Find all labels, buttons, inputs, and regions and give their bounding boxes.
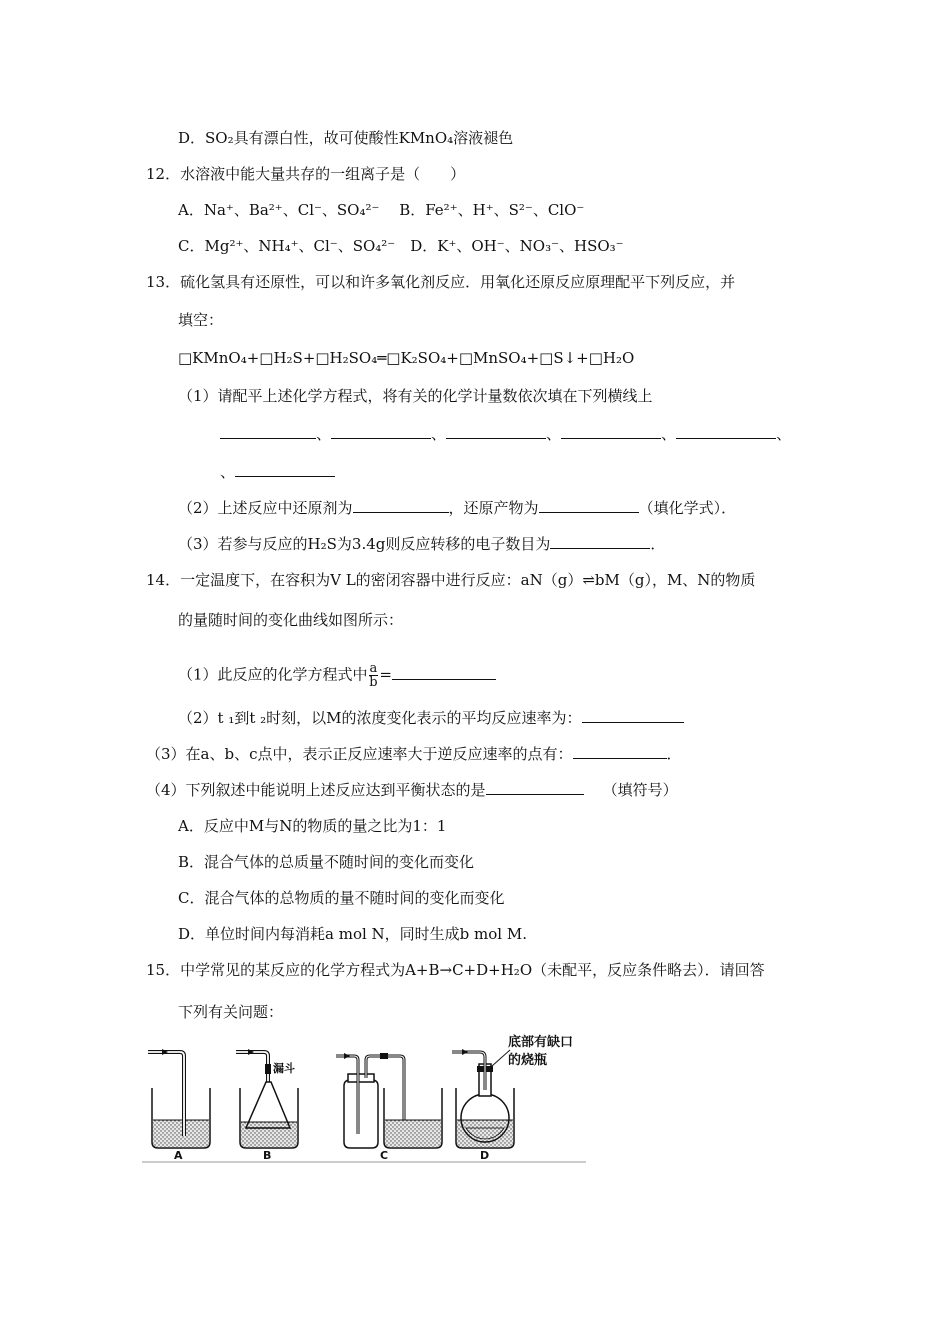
answer-blank[interactable] (220, 424, 316, 439)
apparatus-a (148, 1049, 210, 1148)
q14-option-a: A．反应中M与N的物质的量之比为1：1 (178, 817, 447, 835)
q14-part3: （3）在a、b、c点中，表示正反应速率大于逆反应速率的点有： ． (146, 745, 682, 763)
funnel-label: 漏斗 (273, 1062, 295, 1075)
answer-blank[interactable] (486, 780, 584, 795)
answer-blank[interactable] (561, 424, 661, 439)
q12-options-ab: A．Na⁺、Ba²⁺、Cl⁻、SO₄²⁻ B．Fe²⁺、H⁺、S²⁻、ClO⁻ (178, 201, 585, 219)
label-c: C (380, 1149, 389, 1162)
q13-part2: （2）上述反应中还原剂为 ，还原产物为 （填化学式）． (178, 499, 737, 517)
q14-part1: （1）此反应的化学方程式中 $\frac{a}{b}$ = (178, 662, 496, 689)
label-d: D (480, 1149, 490, 1162)
q15-stem-line2: 下列有关问题： (178, 1003, 284, 1021)
q14-stem-line1: 14．一定温度下，在容积为V L的密闭容器中进行反应：aN（g）⇌bM（g），M、N的物质 (146, 571, 756, 589)
q15-stem-line1: 15．中学常见的某反应的化学方程式为A+B→C+D+H₂O（未配平，反应条件略去）．请回答 (146, 961, 765, 979)
q14-option-d: D．单位时间内每消耗a mol N，同时生成b mol M. (178, 925, 528, 943)
q13-blank-row-2: 、 (220, 462, 335, 482)
answer-blank[interactable] (676, 424, 776, 439)
label-b: B (263, 1149, 272, 1162)
q13-blank-row: 、 、 、 、 、 (220, 424, 791, 444)
fraction-a-over-b: $\frac{a}{b}$ (369, 661, 378, 690)
q11-option-d: D．SO₂具有漂白性，故可使酸性KMnO₄溶液褪色 (178, 129, 514, 147)
answer-blank[interactable] (353, 498, 449, 513)
q14-stem-line2: 的量随时间的变化曲线如图所示： (178, 611, 404, 629)
flask-label-line1: 底部有缺口 (508, 1035, 574, 1050)
answer-blank[interactable] (446, 424, 546, 439)
q14-option-b: B．混合气体的总质量不随时间的变化而变化 (178, 853, 475, 871)
answer-blank[interactable] (331, 424, 431, 439)
apparatus-c (336, 1053, 442, 1148)
answer-blank[interactable] (539, 498, 639, 513)
q13-part3: （3）若参与反应的H₂S为3.4g则反应转移的电子数目为 ． (178, 535, 666, 553)
q13-equation: □KMnO₄+□H₂S+□H₂SO₄═□K₂SO₄+□MnSO₄+□S↓+□H₂O (178, 349, 635, 367)
answer-blank[interactable] (550, 534, 650, 549)
q12-options-cd: C．Mg²⁺、NH₄⁺、Cl⁻、SO₄²⁻ D．K⁺、OH⁻、NO₃⁻、HSO₃⁻ (178, 237, 624, 255)
q14-part2: （2）t ₁到t ₂时刻，以M的浓度变化表示的平均反应速率为： (178, 708, 684, 728)
q13-stem-line2: 填空： (178, 311, 224, 329)
q14-option-c: C．混合气体的总物质的量不随时间的变化而变化 (178, 889, 505, 907)
q14-part4: （4）下列叙述中能说明上述反应达到平衡状态的是 （填符号） (146, 781, 678, 799)
apparatus-figure (140, 1030, 600, 1170)
q13-part1: （1）请配平上述化学方程式，将有关的化学计量数依次填在下列横线上 (178, 387, 653, 405)
answer-blank[interactable] (573, 744, 667, 759)
answer-blank[interactable] (582, 708, 684, 723)
flask-label-line2: 的烧瓶 (508, 1053, 548, 1068)
answer-blank[interactable] (392, 665, 496, 680)
apparatus-d (452, 1034, 573, 1148)
label-a: A (174, 1149, 183, 1162)
apparatus-b (236, 1049, 298, 1148)
q13-stem-line1: 13．硫化氢具有还原性，可以和许多氧化剂反应．用氧化还原反应原理配平下列反应，并 (146, 273, 736, 291)
q12-stem: 12．水溶液中能大量共存的一组离子是（ ） (146, 165, 466, 183)
answer-blank[interactable] (235, 462, 335, 477)
